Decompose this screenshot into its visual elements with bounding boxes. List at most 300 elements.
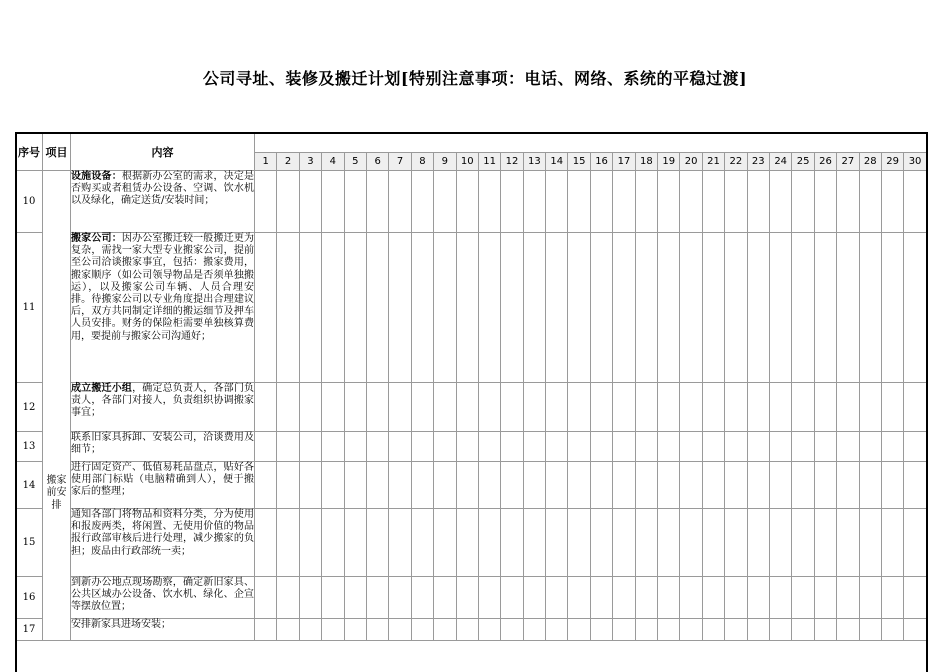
day-cell[interactable] xyxy=(702,619,724,641)
day-cell[interactable] xyxy=(478,619,500,641)
day-cell[interactable] xyxy=(769,383,791,432)
day-cell[interactable] xyxy=(635,233,657,383)
day-cell[interactable] xyxy=(881,383,903,432)
day-cell[interactable] xyxy=(881,171,903,233)
day-cell[interactable] xyxy=(613,233,635,383)
day-cell[interactable] xyxy=(568,577,590,619)
day-cell[interactable] xyxy=(366,619,388,641)
day-cell[interactable] xyxy=(456,432,478,462)
day-cell[interactable] xyxy=(635,577,657,619)
day-cell[interactable] xyxy=(411,171,433,233)
day-cell[interactable] xyxy=(725,432,747,462)
table-right-border xyxy=(926,132,928,672)
day-cell[interactable] xyxy=(859,509,881,577)
row-content xyxy=(71,509,255,577)
day-cell[interactable] xyxy=(814,383,836,432)
day-cell[interactable] xyxy=(658,462,680,509)
day-cell[interactable] xyxy=(658,432,680,462)
day-cell[interactable] xyxy=(680,462,702,509)
day-cell[interactable] xyxy=(501,383,523,432)
day-cell[interactable] xyxy=(635,171,657,233)
day-cell[interactable] xyxy=(478,383,500,432)
day-cell[interactable] xyxy=(568,432,590,462)
table-row xyxy=(16,233,927,383)
day-cell[interactable] xyxy=(769,577,791,619)
day-cell[interactable] xyxy=(859,462,881,509)
day-cell[interactable] xyxy=(389,171,411,233)
day-cell[interactable] xyxy=(792,619,814,641)
day-header-16: 16 xyxy=(590,153,612,171)
day-cell[interactable] xyxy=(658,509,680,577)
day-cell[interactable] xyxy=(546,432,568,462)
day-cell[interactable] xyxy=(277,619,299,641)
day-cell[interactable] xyxy=(344,233,366,383)
day-cell[interactable] xyxy=(881,432,903,462)
row-content xyxy=(71,577,255,619)
day-cell[interactable] xyxy=(837,432,859,462)
day-cell[interactable] xyxy=(613,577,635,619)
day-cell[interactable] xyxy=(546,577,568,619)
table-row xyxy=(16,432,927,462)
day-cell[interactable] xyxy=(523,462,545,509)
day-header-22: 22 xyxy=(725,153,747,171)
day-cell[interactable] xyxy=(613,462,635,509)
day-cell[interactable] xyxy=(837,233,859,383)
day-cell[interactable] xyxy=(277,383,299,432)
day-cell[interactable] xyxy=(322,509,344,577)
day-cell[interactable] xyxy=(478,171,500,233)
day-header-11: 11 xyxy=(478,153,500,171)
day-cell[interactable] xyxy=(837,619,859,641)
day-cell[interactable] xyxy=(590,432,612,462)
row-content-text: ，确定总负责人，各部门负责人，各部门对接人，负责组织协调搬家事宜； xyxy=(71,383,255,419)
day-cell[interactable] xyxy=(344,432,366,462)
day-cell[interactable] xyxy=(859,619,881,641)
day-cell[interactable] xyxy=(904,577,926,619)
day-cell[interactable] xyxy=(635,509,657,577)
day-cell[interactable] xyxy=(658,171,680,233)
day-cell[interactable] xyxy=(255,462,277,509)
day-cell[interactable] xyxy=(680,233,702,383)
day-cell[interactable] xyxy=(277,233,299,383)
day-cell[interactable] xyxy=(255,383,277,432)
day-cell[interactable] xyxy=(546,509,568,577)
header-days-group xyxy=(255,134,927,153)
day-cell[interactable] xyxy=(904,509,926,577)
day-cell[interactable] xyxy=(523,619,545,641)
day-cell[interactable] xyxy=(434,171,456,233)
day-cell[interactable] xyxy=(904,462,926,509)
day-cell[interactable] xyxy=(411,383,433,432)
day-cell[interactable] xyxy=(255,619,277,641)
day-cell[interactable] xyxy=(299,233,321,383)
row-content-text: 根据新办公室的需求，决定是否购买或者租赁办公设备、空调、饮水机以及绿化，确定送货/安装时间； xyxy=(71,171,255,207)
day-cell[interactable] xyxy=(904,233,926,383)
day-cell[interactable] xyxy=(411,619,433,641)
day-cell[interactable] xyxy=(613,619,635,641)
row-content xyxy=(71,619,255,641)
day-cell[interactable] xyxy=(456,233,478,383)
day-cell[interactable] xyxy=(747,462,769,509)
day-cell[interactable] xyxy=(702,171,724,233)
day-cell[interactable] xyxy=(501,509,523,577)
row-seq: 15 xyxy=(16,509,43,577)
day-cell[interactable] xyxy=(769,509,791,577)
day-cell[interactable] xyxy=(411,577,433,619)
day-cell[interactable] xyxy=(389,233,411,383)
day-cell[interactable] xyxy=(792,509,814,577)
day-cell[interactable] xyxy=(747,619,769,641)
day-header-24: 24 xyxy=(769,153,791,171)
day-cell[interactable] xyxy=(277,577,299,619)
day-cell[interactable] xyxy=(523,509,545,577)
day-cell[interactable] xyxy=(322,432,344,462)
page-title: 公司寻址、装修及搬迁计划[特别注意事项：电话、网络、系统的平稳过渡] xyxy=(202,69,748,88)
day-cell[interactable] xyxy=(389,383,411,432)
day-cell[interactable] xyxy=(389,509,411,577)
day-header-13: 13 xyxy=(523,153,545,171)
day-cell[interactable] xyxy=(568,462,590,509)
row-seq: 17 xyxy=(16,619,43,641)
day-cell[interactable] xyxy=(747,432,769,462)
day-cell[interactable] xyxy=(501,171,523,233)
day-cell[interactable] xyxy=(590,619,612,641)
day-header-6: 6 xyxy=(366,153,388,171)
day-cell[interactable] xyxy=(299,619,321,641)
day-cell[interactable] xyxy=(255,577,277,619)
day-cell[interactable] xyxy=(881,577,903,619)
day-cell[interactable] xyxy=(277,432,299,462)
day-cell[interactable] xyxy=(546,462,568,509)
day-cell[interactable] xyxy=(590,383,612,432)
day-cell[interactable] xyxy=(680,509,702,577)
day-cell[interactable] xyxy=(904,171,926,233)
day-cell[interactable] xyxy=(434,462,456,509)
day-cell[interactable] xyxy=(322,619,344,641)
day-cell[interactable] xyxy=(255,233,277,383)
row-seq: 12 xyxy=(16,383,43,432)
day-cell[interactable] xyxy=(299,509,321,577)
day-cell[interactable] xyxy=(747,233,769,383)
day-header-27: 27 xyxy=(837,153,859,171)
day-cell[interactable] xyxy=(546,171,568,233)
day-cell[interactable] xyxy=(881,462,903,509)
day-cell[interactable] xyxy=(725,509,747,577)
day-cell[interactable] xyxy=(747,577,769,619)
day-cell[interactable] xyxy=(837,383,859,432)
day-cell[interactable] xyxy=(725,462,747,509)
day-header-29: 29 xyxy=(881,153,903,171)
table-row xyxy=(16,509,927,577)
day-cell[interactable] xyxy=(792,233,814,383)
day-cell[interactable] xyxy=(792,577,814,619)
day-cell[interactable] xyxy=(680,171,702,233)
day-cell[interactable] xyxy=(658,619,680,641)
day-cell[interactable] xyxy=(747,383,769,432)
day-cell[interactable] xyxy=(523,383,545,432)
day-cell[interactable] xyxy=(769,171,791,233)
day-cell[interactable] xyxy=(456,577,478,619)
day-cell[interactable] xyxy=(411,462,433,509)
header-content: 内容 xyxy=(71,134,255,171)
day-cell[interactable] xyxy=(546,619,568,641)
day-cell[interactable] xyxy=(859,171,881,233)
day-cell[interactable] xyxy=(255,432,277,462)
day-cell[interactable] xyxy=(702,432,724,462)
day-cell[interactable] xyxy=(322,383,344,432)
day-cell[interactable] xyxy=(725,383,747,432)
day-cell[interactable] xyxy=(590,171,612,233)
day-cell[interactable] xyxy=(702,383,724,432)
day-cell[interactable] xyxy=(501,462,523,509)
day-cell[interactable] xyxy=(299,432,321,462)
day-cell[interactable] xyxy=(456,383,478,432)
day-cell[interactable] xyxy=(501,577,523,619)
day-cell[interactable] xyxy=(635,383,657,432)
day-cell[interactable] xyxy=(702,233,724,383)
day-cell[interactable] xyxy=(478,233,500,383)
row-content-text: 进行固定资产、低值易耗品盘点，贴好各使用部门标贴（电脑精确到人），便于搬家后的整理； xyxy=(71,462,254,498)
day-cell[interactable] xyxy=(837,462,859,509)
day-cell[interactable] xyxy=(725,171,747,233)
day-cell[interactable] xyxy=(859,432,881,462)
day-cell[interactable] xyxy=(792,432,814,462)
header-seq: 序号 xyxy=(16,134,43,171)
day-header-7: 7 xyxy=(389,153,411,171)
day-cell[interactable] xyxy=(881,509,903,577)
category-cell xyxy=(43,171,71,641)
day-cell[interactable] xyxy=(434,509,456,577)
day-cell[interactable] xyxy=(904,619,926,641)
day-cell[interactable] xyxy=(523,577,545,619)
day-cell[interactable] xyxy=(590,233,612,383)
day-cell[interactable] xyxy=(568,233,590,383)
day-cell[interactable] xyxy=(277,509,299,577)
day-cell[interactable] xyxy=(613,171,635,233)
day-cell[interactable] xyxy=(859,577,881,619)
day-cell[interactable] xyxy=(389,432,411,462)
day-cell[interactable] xyxy=(344,577,366,619)
day-cell[interactable] xyxy=(814,432,836,462)
day-cell[interactable] xyxy=(523,171,545,233)
day-header-12: 12 xyxy=(501,153,523,171)
day-cell[interactable] xyxy=(590,462,612,509)
day-cell[interactable] xyxy=(613,509,635,577)
day-cell[interactable] xyxy=(814,619,836,641)
row-seq: 16 xyxy=(16,577,43,619)
day-cell[interactable] xyxy=(546,383,568,432)
day-cell[interactable] xyxy=(658,577,680,619)
day-cell[interactable] xyxy=(814,171,836,233)
day-header-9: 9 xyxy=(434,153,456,171)
day-cell[interactable] xyxy=(299,577,321,619)
day-cell[interactable] xyxy=(680,577,702,619)
day-header-25: 25 xyxy=(792,153,814,171)
day-cell[interactable] xyxy=(837,509,859,577)
day-cell[interactable] xyxy=(366,462,388,509)
day-cell[interactable] xyxy=(590,577,612,619)
day-cell[interactable] xyxy=(613,432,635,462)
day-cell[interactable] xyxy=(881,619,903,641)
day-cell[interactable] xyxy=(568,619,590,641)
day-cell[interactable] xyxy=(366,577,388,619)
row-content xyxy=(71,383,255,432)
day-header-26: 26 xyxy=(814,153,836,171)
day-header-3: 3 xyxy=(299,153,321,171)
day-header-15: 15 xyxy=(568,153,590,171)
day-cell[interactable] xyxy=(546,233,568,383)
day-cell[interactable] xyxy=(613,383,635,432)
day-cell[interactable] xyxy=(568,171,590,233)
day-cell[interactable] xyxy=(501,619,523,641)
day-cell[interactable] xyxy=(389,577,411,619)
day-cell[interactable] xyxy=(814,577,836,619)
day-cell[interactable] xyxy=(434,432,456,462)
day-cell[interactable] xyxy=(859,383,881,432)
day-cell[interactable] xyxy=(680,432,702,462)
day-cell[interactable] xyxy=(255,171,277,233)
day-cell[interactable] xyxy=(366,509,388,577)
day-header-1: 1 xyxy=(255,153,277,171)
day-cell[interactable] xyxy=(590,509,612,577)
day-cell[interactable] xyxy=(523,432,545,462)
table-row xyxy=(16,577,927,619)
day-header-30: 30 xyxy=(904,153,926,171)
day-cell[interactable] xyxy=(769,233,791,383)
day-cell[interactable] xyxy=(568,383,590,432)
day-cell[interactable] xyxy=(366,432,388,462)
day-cell[interactable] xyxy=(859,233,881,383)
table-top-border xyxy=(15,132,927,134)
day-cell[interactable] xyxy=(344,383,366,432)
day-header-19: 19 xyxy=(658,153,680,171)
day-cell[interactable] xyxy=(434,233,456,383)
day-cell[interactable] xyxy=(747,509,769,577)
day-cell[interactable] xyxy=(411,432,433,462)
day-cell[interactable] xyxy=(792,462,814,509)
day-header-18: 18 xyxy=(635,153,657,171)
day-cell[interactable] xyxy=(255,509,277,577)
day-cell[interactable] xyxy=(366,233,388,383)
day-cell[interactable] xyxy=(680,383,702,432)
day-cell[interactable] xyxy=(434,577,456,619)
table-row xyxy=(16,383,927,432)
day-header-10: 10 xyxy=(456,153,478,171)
day-cell[interactable] xyxy=(837,577,859,619)
day-cell[interactable] xyxy=(322,171,344,233)
day-cell[interactable] xyxy=(658,233,680,383)
day-header-20: 20 xyxy=(680,153,702,171)
day-cell[interactable] xyxy=(344,509,366,577)
day-cell[interactable] xyxy=(366,171,388,233)
day-cell[interactable] xyxy=(411,233,433,383)
day-cell[interactable] xyxy=(478,432,500,462)
table-left-border xyxy=(15,132,17,672)
day-cell[interactable] xyxy=(747,171,769,233)
day-cell[interactable] xyxy=(456,619,478,641)
day-header-5: 5 xyxy=(344,153,366,171)
day-cell[interactable] xyxy=(411,509,433,577)
day-cell[interactable] xyxy=(904,383,926,432)
day-cell[interactable] xyxy=(434,383,456,432)
day-cell[interactable] xyxy=(881,233,903,383)
day-cell[interactable] xyxy=(456,509,478,577)
day-cell[interactable] xyxy=(299,383,321,432)
day-cell[interactable] xyxy=(344,462,366,509)
day-cell[interactable] xyxy=(658,383,680,432)
row-content-text: 因办公室搬迁较一般搬迁更为复杂，需找一家大型专业搬家公司，提前至公司洽谈搬家事宜，包括：搬家费用，搬家顺序（如公司领导物品是否须单独搬运），以及搬家公司车辆、人员合理安排。待搬家公司以专业角度提出合理建议后，双方共同制定详细的搬运细节及押车人员安排。财务的保险柜需要单独核算费用，要提前与搬家公司沟通好； xyxy=(71,233,255,342)
day-cell[interactable] xyxy=(635,462,657,509)
day-cell[interactable] xyxy=(814,462,836,509)
row-seq: 10 xyxy=(16,171,43,233)
day-header-23: 23 xyxy=(747,153,769,171)
day-cell[interactable] xyxy=(478,509,500,577)
day-cell[interactable] xyxy=(322,577,344,619)
day-cell[interactable] xyxy=(680,619,702,641)
day-cell[interactable] xyxy=(277,171,299,233)
day-header-28: 28 xyxy=(859,153,881,171)
day-cell[interactable] xyxy=(277,462,299,509)
day-cell[interactable] xyxy=(456,171,478,233)
day-cell[interactable] xyxy=(344,171,366,233)
day-cell[interactable] xyxy=(769,619,791,641)
day-cell[interactable] xyxy=(322,462,344,509)
row-content xyxy=(71,432,255,462)
day-cell[interactable] xyxy=(389,462,411,509)
day-cell[interactable] xyxy=(702,577,724,619)
day-cell[interactable] xyxy=(769,462,791,509)
day-header-14: 14 xyxy=(546,153,568,171)
day-cell[interactable] xyxy=(635,619,657,641)
day-cell[interactable] xyxy=(702,509,724,577)
day-cell[interactable] xyxy=(434,619,456,641)
day-cell[interactable] xyxy=(635,432,657,462)
day-cell[interactable] xyxy=(299,171,321,233)
day-cell[interactable] xyxy=(478,462,500,509)
row-seq: 14 xyxy=(16,462,43,509)
day-cell[interactable] xyxy=(456,462,478,509)
category-label: 搬家前安排 xyxy=(46,474,67,511)
day-cell[interactable] xyxy=(366,383,388,432)
day-cell[interactable] xyxy=(523,233,545,383)
day-cell[interactable] xyxy=(501,432,523,462)
day-cell[interactable] xyxy=(478,577,500,619)
day-cell[interactable] xyxy=(702,462,724,509)
day-cell[interactable] xyxy=(837,171,859,233)
row-content-text: 联系旧家具拆卸、安装公司，洽谈费用及细节； xyxy=(71,432,254,456)
header-item: 项目 xyxy=(43,134,71,171)
day-cell[interactable] xyxy=(568,509,590,577)
day-header-8: 8 xyxy=(411,153,433,171)
day-cell[interactable] xyxy=(725,577,747,619)
day-cell[interactable] xyxy=(814,509,836,577)
day-cell[interactable] xyxy=(725,233,747,383)
day-cell[interactable] xyxy=(792,171,814,233)
row-seq: 11 xyxy=(16,233,43,383)
day-cell[interactable] xyxy=(904,432,926,462)
day-cell[interactable] xyxy=(769,432,791,462)
day-cell[interactable] xyxy=(389,619,411,641)
day-cell[interactable] xyxy=(299,462,321,509)
plan-table-area xyxy=(15,133,927,672)
day-cell[interactable] xyxy=(725,619,747,641)
day-cell[interactable] xyxy=(501,233,523,383)
day-cell[interactable] xyxy=(792,383,814,432)
table-row xyxy=(16,171,927,233)
day-cell[interactable] xyxy=(322,233,344,383)
day-cell[interactable] xyxy=(344,619,366,641)
day-cell[interactable] xyxy=(814,233,836,383)
